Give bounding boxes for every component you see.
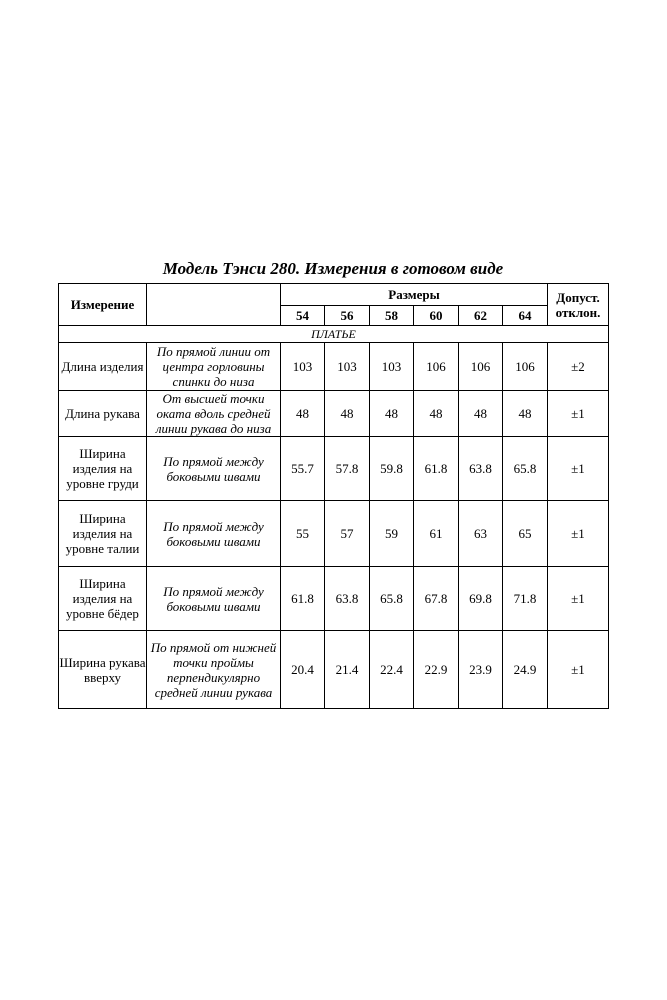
row-description: По прямой между боковыми швами: [147, 501, 281, 567]
row-name: Длина рукава: [59, 391, 147, 437]
row-value: 59: [370, 501, 414, 567]
row-name: Ширина изделия на уровне груди: [59, 437, 147, 501]
row-value: 57: [325, 501, 370, 567]
row-value: 59.8: [370, 437, 414, 501]
row-tolerance: ±1: [548, 567, 609, 631]
row-tolerance: ±2: [548, 343, 609, 391]
row-description: По прямой от нижней точки проймы перпендикулярно средней линии рукава: [147, 631, 281, 709]
row-name: Ширина изделия на уровне талии: [59, 501, 147, 567]
size-value: 60: [414, 306, 459, 326]
row-value: 48: [325, 391, 370, 437]
row-value: 106: [414, 343, 459, 391]
row-value: 106: [459, 343, 503, 391]
size-value: 58: [370, 306, 414, 326]
row-value: 55.7: [281, 437, 325, 501]
header-tolerance: Допуст. отклон.: [548, 284, 609, 326]
size-value: 56: [325, 306, 370, 326]
row-value: 48: [459, 391, 503, 437]
row-value: 69.8: [459, 567, 503, 631]
row-tolerance: ±1: [548, 391, 609, 437]
section-label: ПЛАТЬЕ: [59, 326, 609, 343]
row-value: 48: [281, 391, 325, 437]
row-name: Ширина изделия на уровне бёдер: [59, 567, 147, 631]
row-value: 103: [370, 343, 414, 391]
table-row: [59, 501, 609, 567]
row-description: От высшей точки оката вдоль средней линии рукава до низа: [147, 391, 281, 437]
row-value: 48: [370, 391, 414, 437]
size-value: 54: [281, 306, 325, 326]
row-value: 63: [459, 501, 503, 567]
row-value: 103: [281, 343, 325, 391]
row-tolerance: ±1: [548, 631, 609, 709]
row-description: По прямой между боковыми швами: [147, 567, 281, 631]
row-value: 20.4: [281, 631, 325, 709]
row-name: Длина изделия: [59, 343, 147, 391]
table-row: [59, 437, 609, 501]
row-value: 63.8: [459, 437, 503, 501]
row-value: 71.8: [503, 567, 548, 631]
row-value: 57.8: [325, 437, 370, 501]
row-value: 106: [503, 343, 548, 391]
row-name: Ширина рукава вверху: [59, 631, 147, 709]
row-value: 22.4: [370, 631, 414, 709]
row-value: 61: [414, 501, 459, 567]
header-description-blank: [147, 284, 281, 326]
header-row: [59, 284, 609, 306]
size-value: 62: [459, 306, 503, 326]
row-value: 103: [325, 343, 370, 391]
row-value: 65.8: [370, 567, 414, 631]
row-value: 24.9: [503, 631, 548, 709]
table-row: [59, 343, 609, 391]
row-value: 48: [414, 391, 459, 437]
row-tolerance: ±1: [548, 501, 609, 567]
row-description: По прямой линии от центра горловины спинки до низа: [147, 343, 281, 391]
row-value: 61.8: [414, 437, 459, 501]
row-value: 65: [503, 501, 548, 567]
row-value: 61.8: [281, 567, 325, 631]
table-row: [59, 567, 609, 631]
document-title: Модель Тэнси 280. Измерения в готовом виде: [162, 259, 504, 278]
row-value: 22.9: [414, 631, 459, 709]
row-tolerance: ±1: [548, 437, 609, 501]
header-sizes: Размеры: [281, 284, 548, 306]
measurements-table: [58, 283, 609, 709]
row-value: 21.4: [325, 631, 370, 709]
table-row: [59, 631, 609, 709]
size-value: 64: [503, 306, 548, 326]
row-description: По прямой между боковыми швами: [147, 437, 281, 501]
row-value: 23.9: [459, 631, 503, 709]
row-value: 55: [281, 501, 325, 567]
row-value: 67.8: [414, 567, 459, 631]
section-row: [59, 326, 609, 343]
row-value: 65.8: [503, 437, 548, 501]
table-row: [59, 391, 609, 437]
row-value: 63.8: [325, 567, 370, 631]
row-value: 48: [503, 391, 548, 437]
header-measurement: Измерение: [59, 284, 147, 326]
